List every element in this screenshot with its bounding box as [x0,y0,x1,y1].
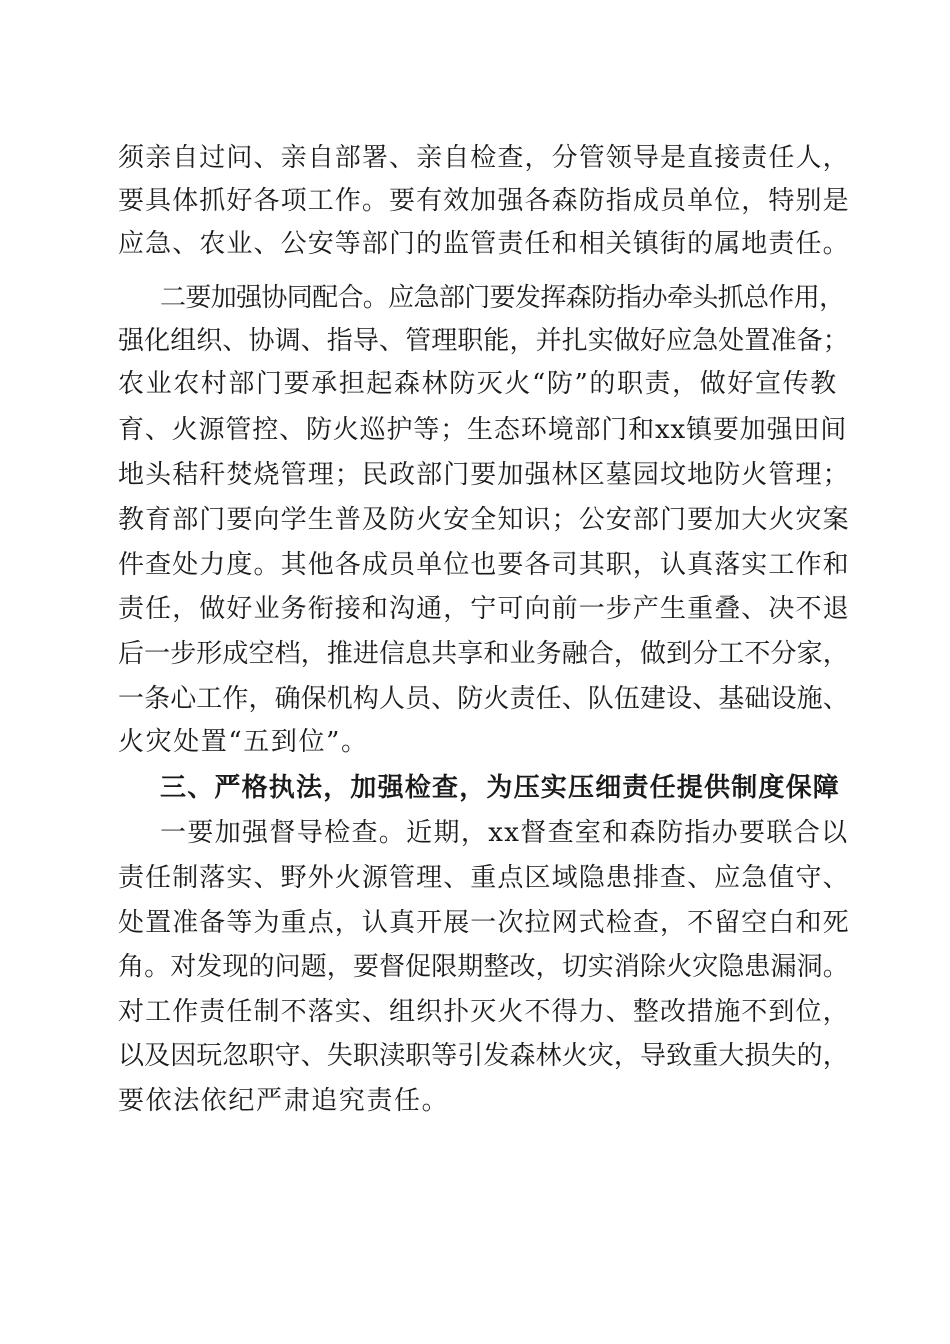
paragraph-line: 教育部门要向学生普及防火安全知识；公安部门要加大火灾案 [118,505,850,535]
paragraph-line: 以及因玩忽职守、失职渎职等引发森林火灾，导致重大损失的， [118,1041,849,1071]
paragraph-line: 二要加强协同配合。应急部门要发挥森防指办牵头抓总作用， [160,283,845,313]
paragraph-line: 强化组织、协调、指导、管理职能，并扎实做好应急处置准备； [118,326,849,356]
paragraph-line: 对工作责任制不落实、组织扑灭火不得力、整改措施不到位， [118,997,850,1027]
paragraph-line: 火灾处置“五到位”。 [118,727,369,757]
paragraph-line: 地头秸秆焚烧管理；民政部门要加强林区墓园坟地防火管理； [118,460,850,490]
section-heading: 三、严格执法，加强检查，为压实压细责任提供制度保障 [160,773,841,803]
paragraph-line: 责任制落实、野外火源管理、重点区域隐患排查、应急值守、 [118,863,850,893]
paragraph-line: 一条心工作，确保机构人员、防火责任、队伍建设、基础设施、 [118,684,849,714]
paragraph-line: 角。对发现的问题，要督促限期整改，切实消除火灾隐患漏洞。 [118,952,849,982]
paragraph-line: 后一步形成空档，推进信息共享和业务融合，做到分工不分家， [118,639,849,669]
paragraph-line: 应急、农业、公安等部门的监管责任和相关镇街的属地责任。 [118,229,850,259]
paragraph-line: 件查处力度。其他各成员单位也要各司其职，认真落实工作和 [118,550,850,580]
paragraph-line: 须亲自过问、亲自部署、亲自检查，分管领导是直接责任人， [118,143,850,173]
paragraph-line: 农业农村部门要承担起森林防灭火“防”的职责，做好宣传教 [118,369,838,399]
paragraph-line: 责任，做好业务衔接和沟通，宁可向前一步产生重叠、决不退 [118,594,850,624]
paragraph-line: 处置准备等为重点，认真开展一次拉网式检查，不留空白和死 [118,908,850,938]
paragraph-line: 要具体抓好各项工作。要有效加强各森防指成员单位，特别是 [118,186,850,216]
paragraph-line: 要依法依纪严肃追究责任。 [118,1086,450,1116]
paragraph-line: 育、火源管控、防火巡护等；生态环境部门和xx镇要加强田间 [118,415,848,445]
paragraph-line: 一要加强督导检查。近期，xx督查室和森防指办要联合以 [160,818,849,848]
